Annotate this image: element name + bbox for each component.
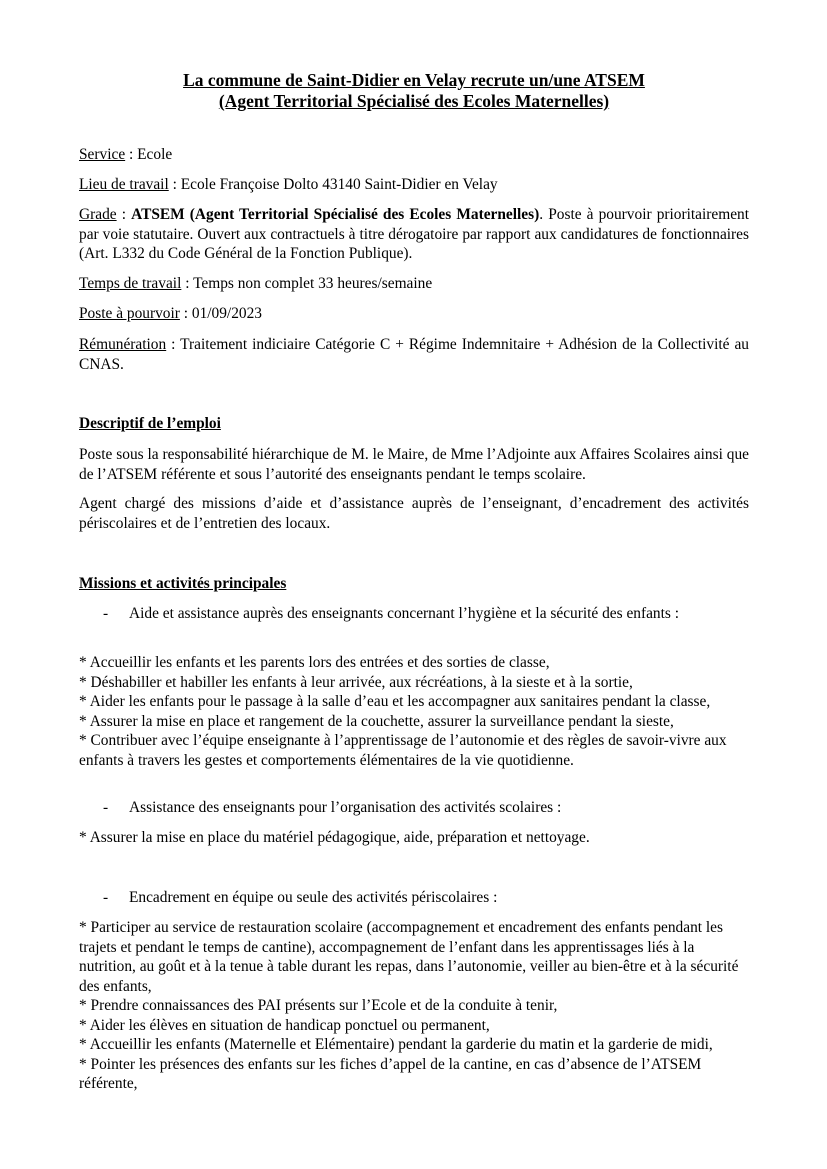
field-value: 01/09/2023	[191, 305, 262, 322]
field-remuneration: Rémunération : Traitement indiciaire Catégorie C + Régime Indemnitaire + Adhésion de la Collectivité au CNAS.	[79, 336, 749, 373]
list-item: * Aider les élèves en situation de handicap ponctuel ou permanent,	[79, 1016, 490, 1034]
field-value: . Poste à pourvoir prioritairement par voie statutaire. Ouvert aux contractuels à titre dérogatoire par rapport aux candidatures de fonctionnaires (Art. L332 du Code Général de la Fonction Publique).	[79, 206, 749, 262]
field-label: Grade	[79, 206, 117, 223]
title-line-1: La commune de Saint-Didier en Velay recrute un/une ATSEM	[183, 70, 645, 90]
list-item: * Contribuer avec l’équipe enseignante à l’apprentissage de l’autonomie et des règles de savoir-vivre aux enfants à travers les gestes et comportements élémentaires de la vie quotidienne.	[79, 732, 727, 769]
title-line-2: (Agent Territorial Spécialisé des Ecoles Maternelles)	[218, 91, 610, 111]
section-heading-missions: Missions et activités principales	[79, 575, 287, 592]
field-label: Lieu de travail	[79, 176, 169, 193]
mission-group-title: - Assistance des enseignants pour l’organisation des activités scolaires :	[103, 799, 562, 816]
list-item: * Prendre connaissances des PAI présents sur l’Ecole et de la conduite à tenir,	[79, 997, 558, 1014]
section-heading-descriptif: Descriptif de l’emploi	[79, 415, 221, 432]
descriptif-paragraph: Poste sous la responsabilité hiérarchique de M. le Maire, de Mme l’Adjointe aux Affaires Scolaires ainsi que de l’ATSEM référente et sous l’autorité des enseignants pendant le temps scolaire.	[79, 446, 749, 483]
field-value: Temps non complet 33 heures/semaine	[193, 275, 433, 292]
dash-bullet: -	[103, 605, 109, 622]
mission-items-list	[79, 918, 749, 1094]
descriptif-paragraph: Agent chargé des missions d’aide et d’assistance auprès de l’enseignant, d’encadrement des activités périscolaires et de l’entretien des locaux.	[79, 495, 749, 532]
field-grade: Grade : ATSEM (Agent Territorial Spécialisé des Ecoles Maternelles). Poste à pourvoir prioritairement par voie statutaire. Ouvert aux contractuels à titre dérogatoire par rapport aux candidatures de fonctionnaires (Art. L332 du Code Général de la Fonction Publique).	[79, 206, 749, 262]
list-item: * Pointer les présences des enfants sur les fiches d’appel de la cantine, en cas d’absence de l’ATSEM référente,	[79, 1055, 702, 1092]
list-item: * Participer au service de restauration scolaire (accompagnement et encadrement des enfants pendant les trajets et pendant le temps de cantine), accompagnement de l’enfant dans les apprentissages liés à la nutrition, au goût et à la tenue à table durant les repas, dans l’autonomie, veiller au bien-être et à la sécurité des enfants,	[79, 919, 739, 995]
list-item: * Assurer la mise en place du matériel pédagogique, aide, préparation et nettoyage.	[79, 829, 590, 846]
mission-group-title: - Aide et assistance auprès des enseignants concernant l’hygiène et la sécurité des enfants :	[103, 605, 680, 622]
dash-bullet: -	[103, 799, 109, 816]
list-item: * Accueillir les enfants (Maternelle et Elémentaire) pendant la garderie du matin et la garderie de midi,	[79, 1036, 713, 1053]
field-service: Service : Ecole	[79, 146, 173, 163]
field-poste: Poste à pourvoir : 01/09/2023	[79, 305, 262, 322]
field-temps: Temps de travail : Temps non complet 33 heures/semaine	[79, 275, 433, 292]
field-value: Traitement indiciaire Catégorie C + Régime Indemnitaire + Adhésion de la Collectivité au CNAS.	[79, 336, 749, 373]
field-value: Ecole	[137, 146, 173, 163]
field-value: Ecole Françoise Dolto 43140 Saint-Didier en Velay	[180, 176, 498, 193]
dash-bullet: -	[103, 889, 109, 906]
page-title	[79, 70, 749, 112]
field-label: Temps de travail	[79, 275, 182, 292]
list-item: * Déshabiller et habiller les enfants à leur arrivée, aux récréations, à la sieste et à la sortie,	[79, 673, 633, 691]
field-label: Rémunération	[79, 336, 167, 353]
field-lieu: Lieu de travail : Ecole Françoise Dolto 43140 Saint-Didier en Velay	[79, 176, 498, 193]
list-item: * Assurer la mise en place et rangement de la couchette, assurer la surveillance pendant la sieste,	[79, 712, 674, 730]
mission-items-list	[79, 828, 749, 848]
mission-items-list	[79, 653, 749, 770]
list-item: * Accueillir les enfants et les parents lors des entrées et des sorties de classe,	[79, 654, 550, 671]
list-item: * Aider les enfants pour le passage à la salle d’eau et les accompagner aux sanitaires pendant la classe,	[79, 693, 711, 710]
field-label: Poste à pourvoir	[79, 305, 180, 322]
field-value-bold: ATSEM (Agent Territorial Spécialisé des Ecoles Maternelles)	[131, 206, 540, 223]
field-label: Service	[79, 146, 126, 163]
mission-group-title: - Encadrement en équipe ou seule des activités périscolaires :	[103, 889, 498, 906]
